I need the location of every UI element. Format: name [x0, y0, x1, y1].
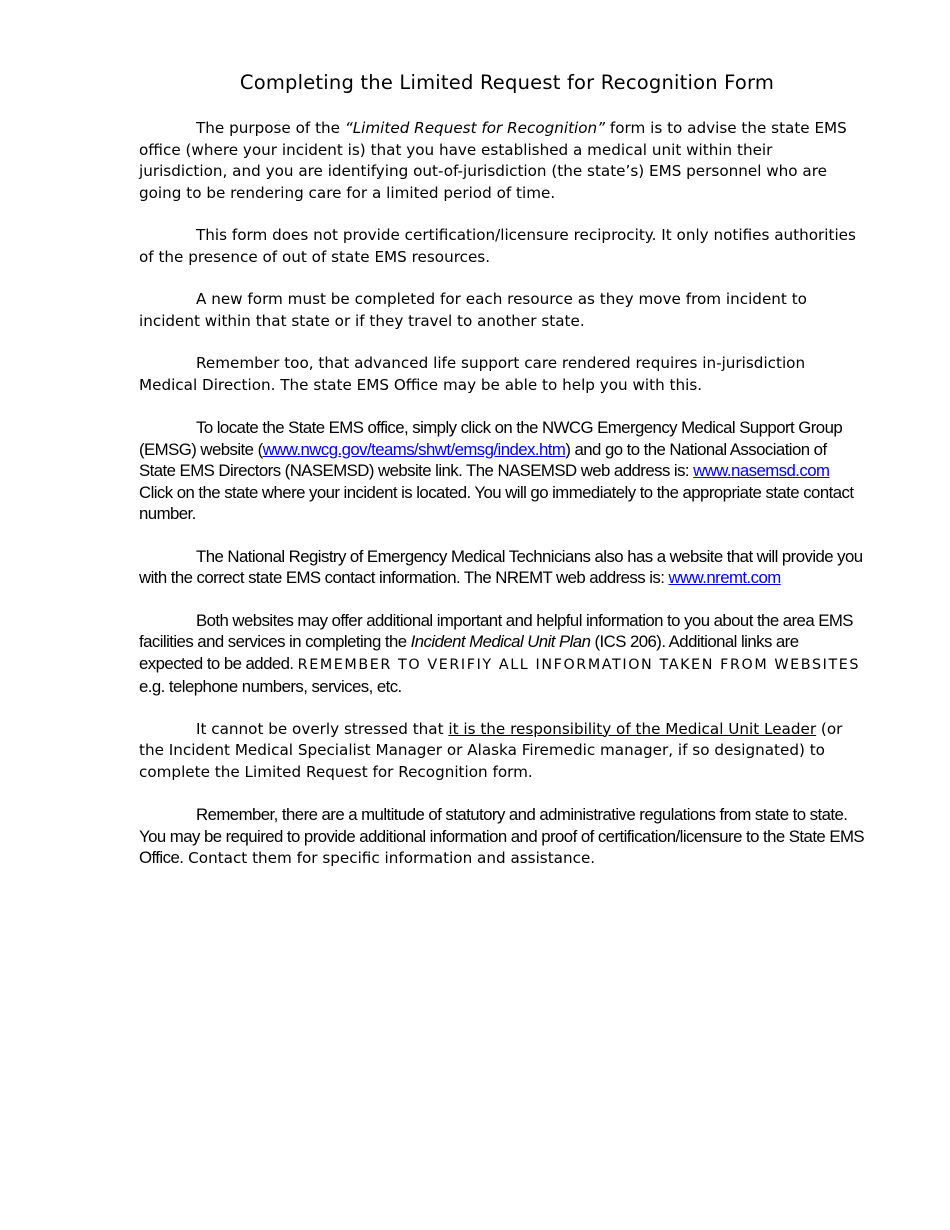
responsibility-text-1: It cannot be overly stressed that	[196, 719, 449, 738]
nremt-link[interactable]: www.nremt.com	[668, 568, 781, 587]
paragraph-responsibility	[139, 719, 865, 784]
responsibility-text-2: (or the Incident Medical Specialist Manager or Alaska Firemedic manager, if so designated) to complete the Limited Request for Recognition form.	[139, 719, 843, 781]
regulations-text-2: Contact them for specific information and assistance.	[183, 849, 596, 867]
paragraph-purpose	[139, 118, 865, 204]
ics206-plan-italic: Incident Medical Unit Plan	[410, 632, 591, 651]
form-name-italic: “Limited Request for Recognition”	[344, 119, 606, 137]
verify-warning: REMEMBER TO VERIFIY ALL INFORMATION TAKEN FROM WEBSITES	[297, 656, 861, 673]
locate-text-3: Click on the state where your incident is located. You will go immediately to the appropriate state contact number.	[139, 482, 854, 523]
document-page	[139, 70, 865, 891]
page-title: Completing the Limited Request for Recognition Form	[239, 71, 775, 94]
purpose-text-end: form is to advise the state EMS office (where your incident is) that you have established a medical unit within their jurisdiction, and you are identifying out-of-jurisdiction (the state’s) EMS personnel who are going to be rendering care for a limited period of time.	[139, 119, 847, 202]
websites-text-2: (ICS 206). Additional links are expected to be added.	[139, 632, 799, 673]
nremt-text: The National Registry of Emergency Medical Technicians also has a website that will provide you with the correct state EMS contact information. The NREMT web address is:	[139, 546, 863, 587]
paragraph-medical-direction	[139, 353, 865, 396]
paragraph-regulations	[139, 804, 865, 870]
nwcg-emsg-link[interactable]: www.nwcg.gov/teams/shwt/emsg/index.htm	[262, 439, 566, 459]
reciprocity-text: This form does not provide certification/licensure reciprocity. It only notifies authorities of the presence of out of state EMS resources.	[139, 226, 856, 266]
medical-direction-text: Remember too, that advanced life support care rendered requires in-jurisdiction Medical Direction. The state EMS Office may be able to help you with this.	[139, 354, 806, 394]
purpose-text-start: The purpose of the	[196, 119, 345, 137]
paragraph-nremt	[139, 546, 865, 589]
locate-text-1: To locate the State EMS office, simply click on the NWCG Emergency Medical Support Group (EMSG) website (	[139, 418, 843, 459]
regulations-text-1: Remember, there are a multitude of statutory and administrative regulations from state to state. You may be required to provide additional information and proof of certification/licensure to the State EMS Office.	[139, 805, 865, 867]
responsibility-underline: it is the responsibility of the Medical Unit Leader	[448, 719, 817, 738]
paragraph-locate-office	[139, 417, 865, 525]
websites-text-1: Both websites may offer additional important and helpful information to you about the area EMS facilities and services in completing the	[139, 610, 853, 651]
paragraph-new-form	[139, 289, 865, 332]
paragraph-reciprocity	[139, 225, 865, 268]
websites-text-3: e.g. telephone numbers, services, etc.	[139, 677, 402, 696]
new-form-text: A new form must be completed for each resource as they move from incident to incident within that state or if they travel to another state.	[139, 290, 807, 330]
paragraph-websites	[139, 610, 865, 698]
nasemsd-link[interactable]: www.nasemsd.com	[693, 461, 830, 480]
locate-text-2: ) and go to the National Association of State EMS Directors (NASEMSD) website link. The NASEMSD web address is:	[139, 439, 827, 480]
